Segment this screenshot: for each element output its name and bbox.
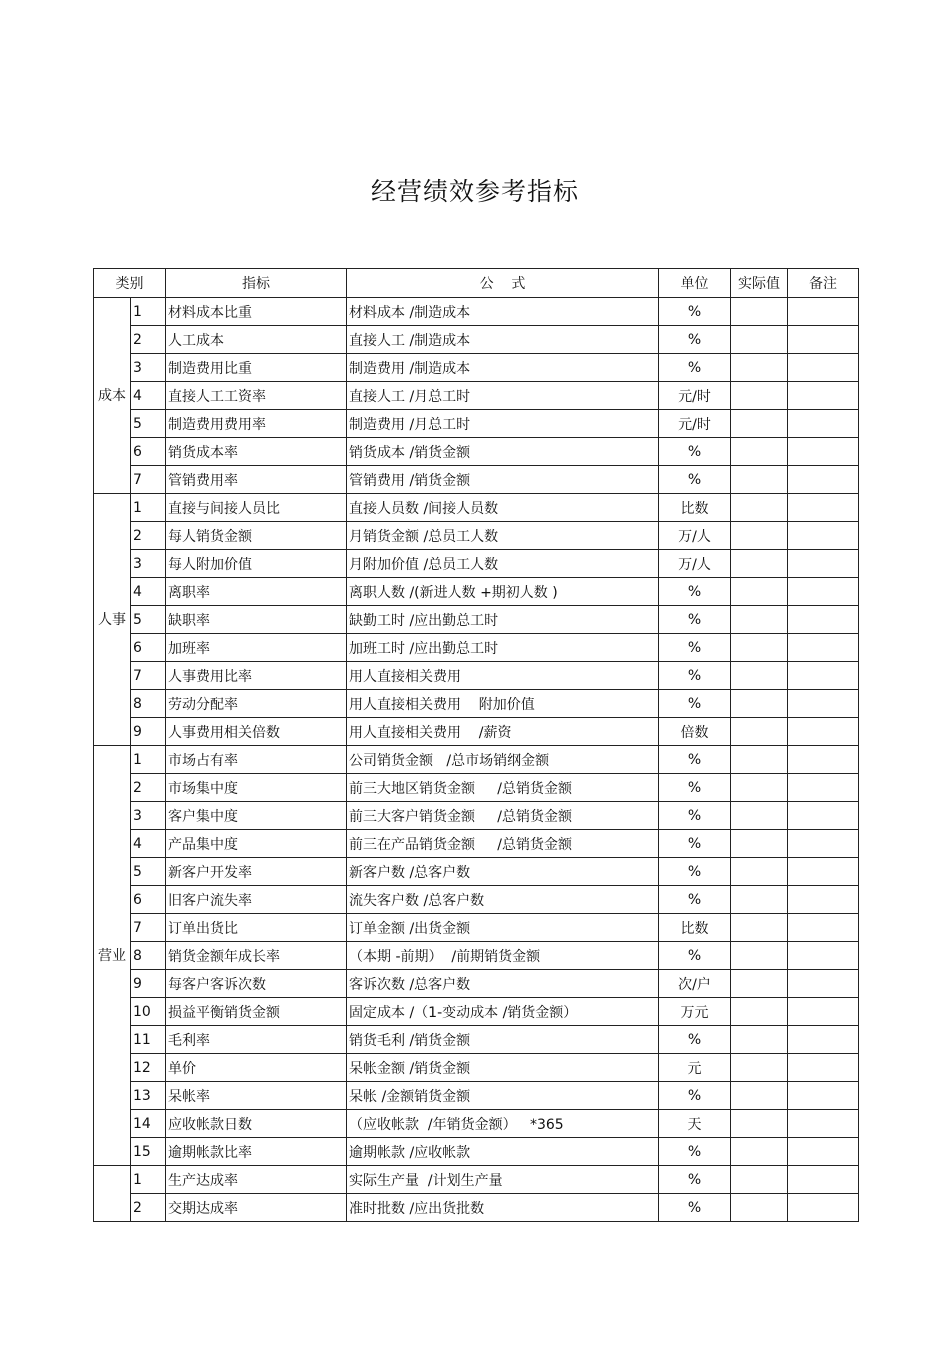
remark-cell[interactable] <box>788 550 859 578</box>
indicator-cell: 应收帐款日数 <box>166 1110 347 1138</box>
indicator-cell: 交期达成率 <box>166 1194 347 1222</box>
indicator-cell: 产品集中度 <box>166 830 347 858</box>
remark-cell[interactable] <box>788 886 859 914</box>
actual-value-cell[interactable] <box>731 326 788 354</box>
indicator-cell: 生产达成率 <box>166 1166 347 1194</box>
remark-cell[interactable] <box>788 326 859 354</box>
unit-cell: % <box>659 690 731 718</box>
formula-cell: 用人直接相关费用 附加价值 <box>347 690 659 718</box>
row-number: 13 <box>131 1082 166 1110</box>
indicator-cell: 每人销货金额 <box>166 522 347 550</box>
actual-value-cell[interactable] <box>731 522 788 550</box>
actual-value-cell[interactable] <box>731 830 788 858</box>
indicator-cell: 客户集中度 <box>166 802 347 830</box>
indicator-cell: 每人附加价值 <box>166 550 347 578</box>
indicator-cell: 缺职率 <box>166 606 347 634</box>
table-row <box>94 522 859 550</box>
category-cell <box>94 494 131 746</box>
header-unit: 单位 <box>659 269 731 298</box>
formula-cell: 离职人数 /(新进人数 +期初人数 ) <box>347 578 659 606</box>
remark-cell[interactable] <box>788 438 859 466</box>
indicator-cell: 损益平衡销货金额 <box>166 998 347 1026</box>
actual-value-cell[interactable] <box>731 1166 788 1194</box>
formula-cell: 销货成本 /销货金额 <box>347 438 659 466</box>
formula-cell: 呆帐 /金额销货金额 <box>347 1082 659 1110</box>
unit-cell: % <box>659 606 731 634</box>
remark-cell[interactable] <box>788 774 859 802</box>
indicator-cell: 呆帐率 <box>166 1082 347 1110</box>
remark-cell[interactable] <box>788 382 859 410</box>
indicator-cell: 离职率 <box>166 578 347 606</box>
indicator-cell: 管销费用率 <box>166 466 347 494</box>
actual-value-cell[interactable] <box>731 1082 788 1110</box>
row-number: 1 <box>131 494 166 522</box>
unit-cell: % <box>659 438 731 466</box>
unit-cell: % <box>659 746 731 774</box>
unit-cell: % <box>659 354 731 382</box>
indicator-cell: 材料成本比重 <box>166 298 347 326</box>
unit-cell: 万/人 <box>659 522 731 550</box>
actual-value-cell[interactable] <box>731 942 788 970</box>
table-row <box>94 1110 859 1138</box>
unit-cell: % <box>659 774 731 802</box>
indicator-cell: 人工成本 <box>166 326 347 354</box>
remark-cell[interactable] <box>788 1082 859 1110</box>
formula-cell: 公司销货金额 /总市场销纲金额 <box>347 746 659 774</box>
row-number: 7 <box>131 914 166 942</box>
formula-cell: 前三大地区销货金额 /总销货金额 <box>347 774 659 802</box>
table-row <box>94 1166 859 1194</box>
remark-cell[interactable] <box>788 298 859 326</box>
remark-cell[interactable] <box>788 690 859 718</box>
actual-value-cell[interactable] <box>731 970 788 998</box>
row-number: 1 <box>131 298 166 326</box>
indicator-cell: 市场集中度 <box>166 774 347 802</box>
page-title: 经营绩效参考指标 <box>370 177 579 206</box>
actual-value-cell[interactable] <box>731 606 788 634</box>
row-number: 2 <box>131 774 166 802</box>
table-row <box>94 802 859 830</box>
header-formula: 公 式 <box>347 269 659 298</box>
table-row <box>94 550 859 578</box>
category-label: 事 <box>112 611 126 628</box>
unit-cell: 比数 <box>659 914 731 942</box>
remark-cell[interactable] <box>788 1110 859 1138</box>
row-number: 8 <box>131 690 166 718</box>
actual-value-cell[interactable] <box>731 466 788 494</box>
actual-value-cell[interactable] <box>731 886 788 914</box>
row-number: 1 <box>131 1166 166 1194</box>
formula-cell: 呆帐金额 /销货金额 <box>347 1054 659 1082</box>
table-row <box>94 606 859 634</box>
actual-value-cell[interactable] <box>731 354 788 382</box>
category-label: 业 <box>112 947 126 964</box>
table-row <box>94 914 859 942</box>
table-row <box>94 998 859 1026</box>
table-row <box>94 354 859 382</box>
row-number: 6 <box>131 886 166 914</box>
row-number: 2 <box>131 522 166 550</box>
formula-cell: 材料成本 /制造成本 <box>347 298 659 326</box>
actual-value-cell[interactable] <box>731 550 788 578</box>
table-row <box>94 298 859 326</box>
actual-value-cell[interactable] <box>731 634 788 662</box>
row-number: 3 <box>131 802 166 830</box>
row-number: 4 <box>131 830 166 858</box>
remark-cell[interactable] <box>788 606 859 634</box>
indicator-cell: 制造费用费用率 <box>166 410 347 438</box>
formula-cell: 月附加价值 /总员工人数 <box>347 550 659 578</box>
table-row <box>94 690 859 718</box>
actual-value-cell[interactable] <box>731 746 788 774</box>
remark-cell[interactable] <box>788 1138 859 1166</box>
actual-value-cell[interactable] <box>731 494 788 522</box>
table-row <box>94 410 859 438</box>
unit-cell: % <box>659 802 731 830</box>
indicator-cell: 订单出货比 <box>166 914 347 942</box>
row-number: 14 <box>131 1110 166 1138</box>
table-row <box>94 746 859 774</box>
actual-value-cell[interactable] <box>731 1138 788 1166</box>
actual-value-cell[interactable] <box>731 998 788 1026</box>
row-number: 6 <box>131 438 166 466</box>
category-label: 成 <box>98 387 112 404</box>
formula-cell: 月销货金额 /总员工人数 <box>347 522 659 550</box>
formula-cell: 订单金额 /出货金额 <box>347 914 659 942</box>
category-label: 人 <box>98 611 112 628</box>
table-body <box>94 298 859 1222</box>
indicator-cell: 销货金额年成长率 <box>166 942 347 970</box>
row-number: 1 <box>131 746 166 774</box>
indicator-cell: 市场占有率 <box>166 746 347 774</box>
table-row <box>94 858 859 886</box>
indicator-cell: 每客户客诉次数 <box>166 970 347 998</box>
table-row <box>94 830 859 858</box>
category-cell <box>94 298 131 494</box>
row-number: 5 <box>131 410 166 438</box>
table-row <box>94 326 859 354</box>
table-row <box>94 382 859 410</box>
category-label: 本 <box>112 387 126 404</box>
indicator-cell: 单价 <box>166 1054 347 1082</box>
unit-cell: % <box>659 942 731 970</box>
formula-cell: 流失客户数 /总客户数 <box>347 886 659 914</box>
formula-cell: 前三大客户销货金额 /总销货金额 <box>347 802 659 830</box>
row-number: 12 <box>131 1054 166 1082</box>
unit-cell: 比数 <box>659 494 731 522</box>
unit-cell: 万元 <box>659 998 731 1026</box>
remark-cell[interactable] <box>788 830 859 858</box>
row-number: 5 <box>131 858 166 886</box>
row-number: 5 <box>131 606 166 634</box>
table-row <box>94 1054 859 1082</box>
actual-value-cell[interactable] <box>731 662 788 690</box>
actual-value-cell[interactable] <box>731 1194 788 1222</box>
indicator-cell: 加班率 <box>166 634 347 662</box>
actual-value-cell[interactable] <box>731 298 788 326</box>
formula-cell: 管销费用 /销货金额 <box>347 466 659 494</box>
remark-cell[interactable] <box>788 914 859 942</box>
actual-value-cell[interactable] <box>731 1110 788 1138</box>
formula-cell: 准时批数 /应出货批数 <box>347 1194 659 1222</box>
header-row <box>94 269 859 298</box>
header-indicator: 指标 <box>166 269 347 298</box>
unit-cell: % <box>659 298 731 326</box>
row-number: 3 <box>131 550 166 578</box>
remark-cell[interactable] <box>788 494 859 522</box>
formula-cell: 制造费用 /月总工时 <box>347 410 659 438</box>
remark-cell[interactable] <box>788 746 859 774</box>
row-number: 9 <box>131 970 166 998</box>
table-row <box>94 970 859 998</box>
remark-cell[interactable] <box>788 802 859 830</box>
category-label: 营 <box>98 947 112 964</box>
unit-cell: % <box>659 830 731 858</box>
actual-value-cell[interactable] <box>731 1026 788 1054</box>
unit-cell: 倍数 <box>659 718 731 746</box>
formula-cell: 实际生产量 /计划生产量 <box>347 1166 659 1194</box>
row-number: 4 <box>131 578 166 606</box>
header-category: 类别 <box>94 269 166 298</box>
row-number: 7 <box>131 466 166 494</box>
actual-value-cell[interactable] <box>731 410 788 438</box>
indicator-cell: 旧客户流失率 <box>166 886 347 914</box>
formula-cell: 直接人员数 /间接人员数 <box>347 494 659 522</box>
category-cell <box>94 1166 131 1222</box>
table-row <box>94 466 859 494</box>
table-row <box>94 942 859 970</box>
actual-value-cell[interactable] <box>731 774 788 802</box>
formula-cell: 客诉次数 /总客户数 <box>347 970 659 998</box>
formula-cell: 加班工时 /应出勤总工时 <box>347 634 659 662</box>
unit-cell: % <box>659 578 731 606</box>
remark-cell[interactable] <box>788 466 859 494</box>
formula-cell: 逾期帐款 /应收帐款 <box>347 1138 659 1166</box>
remark-cell[interactable] <box>788 410 859 438</box>
table-row <box>94 438 859 466</box>
formula-cell: 销货毛利 /销货金额 <box>347 1026 659 1054</box>
remark-cell[interactable] <box>788 718 859 746</box>
header-remark: 备注 <box>788 269 859 298</box>
remark-cell[interactable] <box>788 1166 859 1194</box>
formula-cell: 用人直接相关费用 /薪资 <box>347 718 659 746</box>
formula-cell: 用人直接相关费用 <box>347 662 659 690</box>
table-row <box>94 494 859 522</box>
table-row <box>94 1082 859 1110</box>
indicator-table <box>93 268 859 1222</box>
remark-cell[interactable] <box>788 970 859 998</box>
remark-cell[interactable] <box>788 858 859 886</box>
header-actual: 实际值 <box>731 269 788 298</box>
remark-cell[interactable] <box>788 634 859 662</box>
row-number: 7 <box>131 662 166 690</box>
table-row <box>94 718 859 746</box>
unit-cell: % <box>659 1166 731 1194</box>
indicator-cell: 人事费用相关倍数 <box>166 718 347 746</box>
row-number: 3 <box>131 354 166 382</box>
formula-cell: 前三在产品销货金额 /总销货金额 <box>347 830 659 858</box>
formula-cell: 直接人工 /制造成本 <box>347 326 659 354</box>
unit-cell: 元/时 <box>659 382 731 410</box>
unit-cell: 次/户 <box>659 970 731 998</box>
remark-cell[interactable] <box>788 998 859 1026</box>
indicator-cell: 直接人工工资率 <box>166 382 347 410</box>
indicator-cell: 制造费用比重 <box>166 354 347 382</box>
unit-cell: % <box>659 1082 731 1110</box>
unit-cell: % <box>659 466 731 494</box>
actual-value-cell[interactable] <box>731 382 788 410</box>
actual-value-cell[interactable] <box>731 438 788 466</box>
remark-cell[interactable] <box>788 578 859 606</box>
actual-value-cell[interactable] <box>731 914 788 942</box>
table-row <box>94 662 859 690</box>
actual-value-cell[interactable] <box>731 802 788 830</box>
row-number: 2 <box>131 326 166 354</box>
table-row <box>94 886 859 914</box>
unit-cell: % <box>659 1194 731 1222</box>
remark-cell[interactable] <box>788 662 859 690</box>
unit-cell: 元/时 <box>659 410 731 438</box>
unit-cell: 天 <box>659 1110 731 1138</box>
row-number: 15 <box>131 1138 166 1166</box>
indicator-cell: 毛利率 <box>166 1026 347 1054</box>
actual-value-cell[interactable] <box>731 858 788 886</box>
remark-cell[interactable] <box>788 942 859 970</box>
indicator-cell: 劳动分配率 <box>166 690 347 718</box>
table-row <box>94 1026 859 1054</box>
row-number: 8 <box>131 942 166 970</box>
indicator-cell: 新客户开发率 <box>166 858 347 886</box>
category-cell <box>94 746 131 1166</box>
actual-value-cell[interactable] <box>731 578 788 606</box>
remark-cell[interactable] <box>788 354 859 382</box>
indicator-cell: 人事费用比率 <box>166 662 347 690</box>
row-number: 4 <box>131 382 166 410</box>
unit-cell: % <box>659 1138 731 1166</box>
table-row <box>94 634 859 662</box>
unit-cell: 万/人 <box>659 550 731 578</box>
remark-cell[interactable] <box>788 522 859 550</box>
unit-cell: % <box>659 886 731 914</box>
actual-value-cell[interactable] <box>731 1054 788 1082</box>
row-number: 11 <box>131 1026 166 1054</box>
row-number: 2 <box>131 1194 166 1222</box>
unit-cell: % <box>659 858 731 886</box>
formula-cell: 固定成本 /（1-变动成本 /销货金额） <box>347 998 659 1026</box>
remark-cell[interactable] <box>788 1026 859 1054</box>
table-row <box>94 774 859 802</box>
indicator-cell: 销货成本率 <box>166 438 347 466</box>
formula-cell: （应收帐款 /年销货金额） *365 <box>347 1110 659 1138</box>
unit-cell: 元 <box>659 1054 731 1082</box>
unit-cell: % <box>659 1026 731 1054</box>
formula-cell: （本期 -前期） /前期销货金额 <box>347 942 659 970</box>
indicator-cell: 逾期帐款比率 <box>166 1138 347 1166</box>
remark-cell[interactable] <box>788 1194 859 1222</box>
formula-cell: 制造费用 /制造成本 <box>347 354 659 382</box>
actual-value-cell[interactable] <box>731 690 788 718</box>
remark-cell[interactable] <box>788 1054 859 1082</box>
formula-cell: 直接人工 /月总工时 <box>347 382 659 410</box>
unit-cell: % <box>659 662 731 690</box>
table-row <box>94 1138 859 1166</box>
row-number: 9 <box>131 718 166 746</box>
unit-cell: % <box>659 326 731 354</box>
formula-cell: 新客户数 /总客户数 <box>347 858 659 886</box>
row-number: 6 <box>131 634 166 662</box>
indicator-cell: 直接与间接人员比 <box>166 494 347 522</box>
unit-cell: % <box>659 634 731 662</box>
formula-cell: 缺勤工时 /应出勤总工时 <box>347 606 659 634</box>
actual-value-cell[interactable] <box>731 718 788 746</box>
table-row <box>94 578 859 606</box>
row-number: 10 <box>131 998 166 1026</box>
table-row <box>94 1194 859 1222</box>
